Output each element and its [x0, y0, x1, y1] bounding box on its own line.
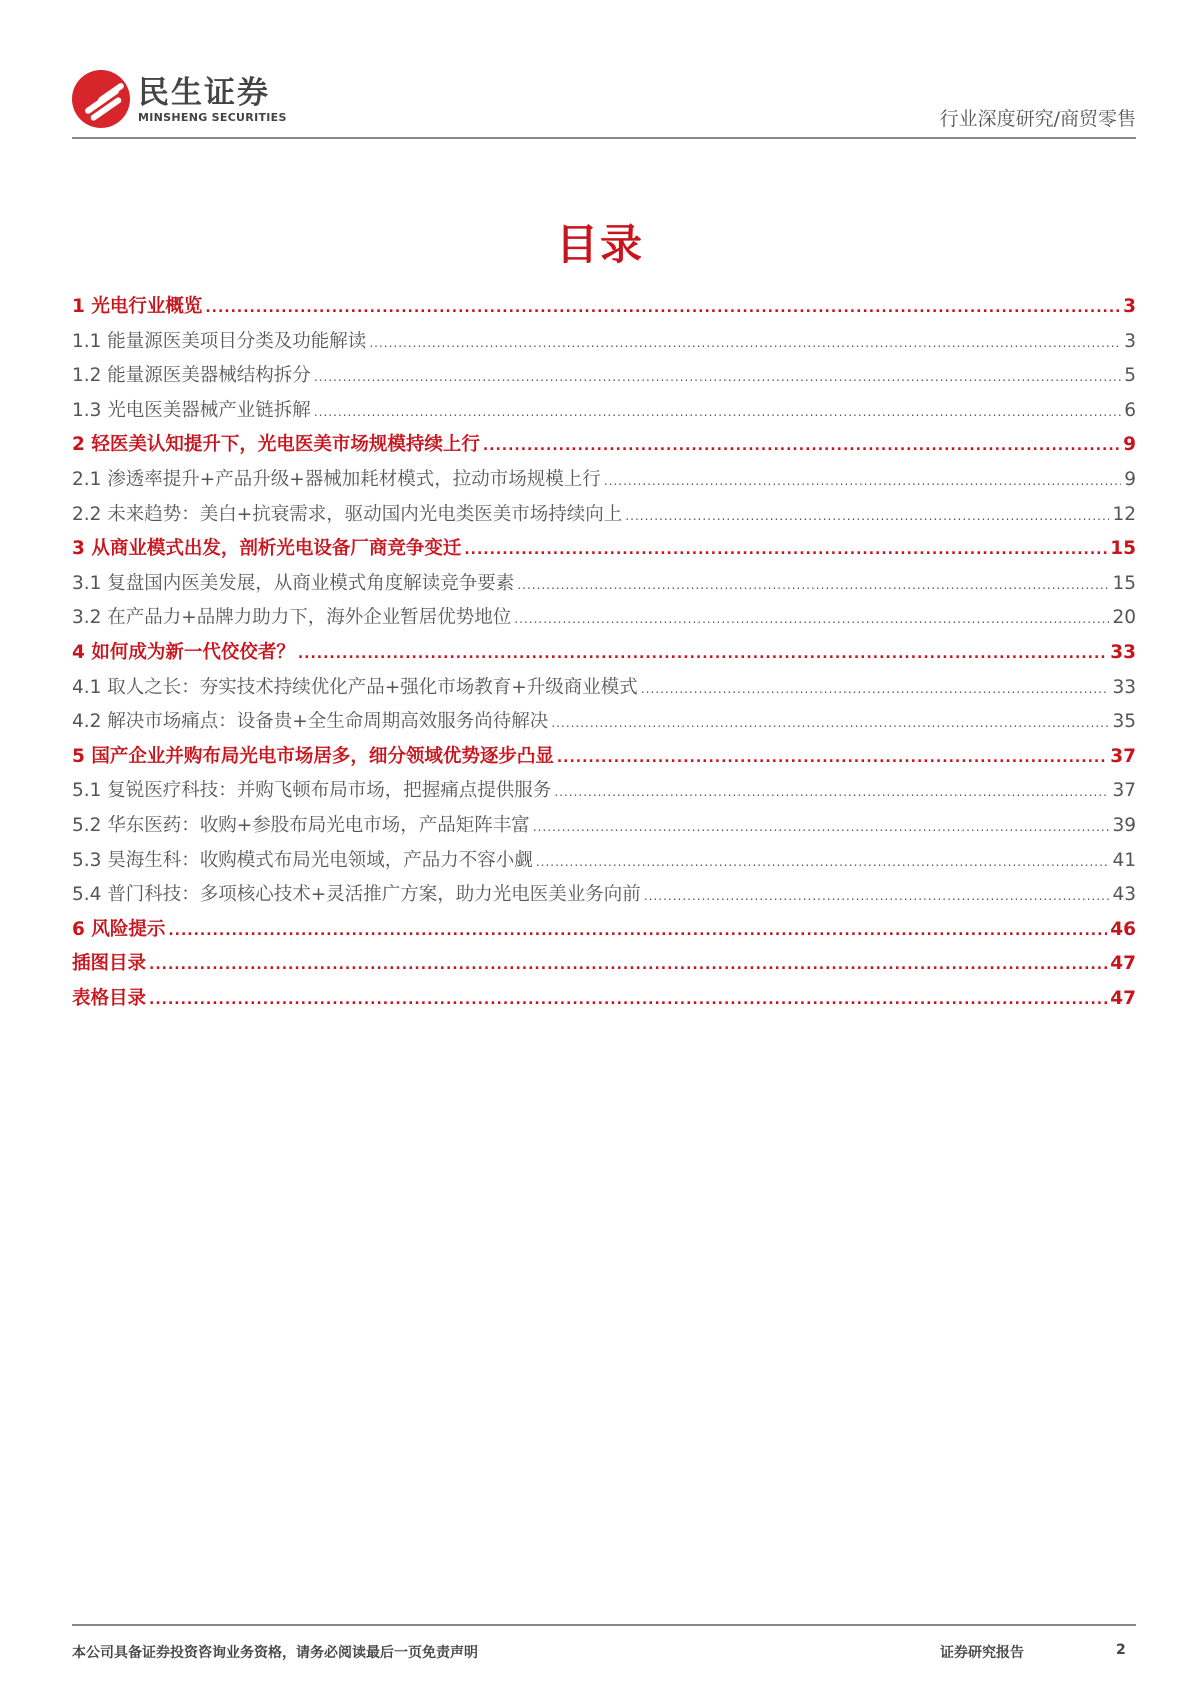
- toc-entry[interactable]: [72, 359, 1136, 394]
- toc-entry[interactable]: [72, 428, 1136, 463]
- toc-entry[interactable]: [72, 982, 1136, 1017]
- toc-entry[interactable]: [72, 913, 1136, 948]
- toc-entry-page: 6: [1124, 399, 1136, 421]
- toc-entry-page: 12: [1112, 503, 1136, 525]
- toc-entry-label: 1.2 能量源医美器械结构拆分: [72, 365, 311, 387]
- footer-doc-type: 证券研究报告: [940, 1645, 1024, 1661]
- toc-entry-page: 20: [1112, 607, 1136, 629]
- toc-entry-page: 37: [1110, 745, 1136, 767]
- toc-entry[interactable]: [72, 844, 1136, 879]
- footer-disclaimer: 本公司具备证券投资咨询业务资格，请务必阅读最后一页免责声明: [72, 1645, 478, 1661]
- toc-entry[interactable]: [72, 567, 1136, 602]
- report-category: 行业深度研究/商贸零售: [939, 108, 1136, 130]
- toc-leader-dots: [533, 809, 1110, 845]
- toc-leader-dots: [314, 394, 1121, 430]
- toc-entry-label: 表格目录: [72, 987, 147, 1009]
- toc-entry[interactable]: [72, 878, 1136, 913]
- toc-entry[interactable]: [72, 601, 1136, 636]
- logo-emblem-icon: [72, 70, 130, 128]
- toc-entry-page: 5: [1124, 365, 1136, 387]
- toc-entry[interactable]: [72, 671, 1136, 706]
- toc-entry-label: 5.4 普门科技：多项核心技术+灵活推广方案，助力光电医美业务向前: [72, 884, 641, 906]
- toc-entry-label: 2.2 未来趋势：美白+抗衰需求，驱动国内光电类医美市场持续向上: [72, 503, 623, 525]
- minsheng-logo: [72, 70, 287, 128]
- toc-entry-label: 3.2 在产品力+品牌力助力下，海外企业暂居优势地位: [72, 607, 512, 629]
- toc-entry-label: 1 光电行业概览: [72, 296, 203, 317]
- toc-leader-dots: [536, 844, 1110, 880]
- toc-leader-dots: [554, 774, 1109, 810]
- toc-entry-label: 2.1 渗透率提升+产品升级+器械加耗材模式，拉动市场规模上行: [72, 468, 601, 490]
- toc-entry-page: 33: [1110, 641, 1136, 663]
- toc-entry[interactable]: [72, 636, 1136, 671]
- toc-leader-dots: [604, 463, 1121, 499]
- toc-entry[interactable]: [72, 394, 1136, 429]
- header-divider: [72, 137, 1136, 139]
- toc-leader-dots: [149, 982, 1107, 1018]
- page-title: 目录: [555, 220, 644, 269]
- toc-entry-label: 2 轻医美认知提升下，光电医美市场规模持续上行: [72, 434, 480, 456]
- toc-entry-page: 46: [1110, 918, 1136, 940]
- logo-chinese-name: 民生证券: [138, 74, 270, 111]
- toc-entry-page: 9: [1124, 468, 1136, 490]
- toc-leader-dots: [298, 636, 1107, 672]
- toc-entry-label: 1.1 能量源医美项目分类及功能解读: [72, 330, 367, 352]
- toc-entry-label: 5 国产企业并购布局光电市场居多，细分领域优势逐步凸显: [72, 745, 554, 767]
- toc-entry-page: 15: [1110, 538, 1136, 560]
- toc-leader-dots: [369, 325, 1121, 361]
- toc-entry[interactable]: [72, 774, 1136, 809]
- toc-leader-dots: [625, 498, 1109, 534]
- toc-leader-dots: [205, 290, 1120, 326]
- toc-entry-page: 43: [1112, 884, 1136, 906]
- footer-divider: [72, 1624, 1136, 1626]
- toc-entry-page: 41: [1112, 849, 1136, 871]
- toc-entry[interactable]: [72, 740, 1136, 775]
- toc-entry-label: 1.3 光电医美器械产业链拆解: [72, 399, 311, 421]
- toc-entry[interactable]: [72, 463, 1136, 498]
- toc-entry-label: 4 如何成为新一代佼佼者？: [72, 641, 295, 663]
- logo-english-name: MINSHENG SECURITIES: [138, 110, 287, 124]
- toc-leader-dots: [517, 567, 1109, 603]
- toc-entry[interactable]: [72, 498, 1136, 533]
- toc-entry-page: 9: [1123, 434, 1136, 456]
- toc-entry[interactable]: [72, 705, 1136, 740]
- toc-entry[interactable]: [72, 809, 1136, 844]
- toc-entry-page: 37: [1112, 780, 1136, 802]
- toc-entry-label: 5.3 昊海生科：收购模式布局光电领域，产品力不容小觑: [72, 849, 533, 871]
- toc-leader-dots: [168, 913, 1107, 949]
- toc-entry-label: 5.1 复锐医疗科技：并购飞顿布局市场，把握痛点提供服务: [72, 780, 552, 802]
- toc-entry-page: 3: [1123, 296, 1136, 317]
- toc-leader-dots: [557, 740, 1107, 776]
- toc-leader-dots: [464, 532, 1107, 568]
- toc-entry-label: 3 从商业模式出发，剖析光电设备厂商竞争变迁: [72, 538, 462, 560]
- toc-leader-dots: [644, 878, 1110, 914]
- toc-leader-dots: [483, 428, 1120, 464]
- toc-entry-label: 4.2 解决市场痛点：设备贵+全生命周期高效服务尚待解决: [72, 711, 549, 733]
- page-number: 2: [1116, 1642, 1126, 1658]
- toc-entry-label: 3.1 复盘国内医美发展，从商业模式角度解读竞争要素: [72, 572, 515, 594]
- toc-entry[interactable]: [72, 290, 1136, 325]
- toc-entry-page: 3: [1124, 330, 1136, 352]
- toc-leader-dots: [149, 947, 1107, 983]
- toc-leader-dots: [514, 601, 1109, 637]
- toc-entry[interactable]: [72, 325, 1136, 360]
- toc-entry-label: 插图目录: [72, 953, 147, 975]
- toc-leader-dots: [641, 671, 1110, 707]
- toc-entry-page: 35: [1112, 711, 1136, 733]
- table-of-contents: [72, 290, 1136, 1016]
- toc-entry-label: 4.1 取人之长：夯实技术持续优化产品+强化市场教育+升级商业模式: [72, 676, 638, 698]
- toc-entry[interactable]: [72, 532, 1136, 567]
- toc-entry[interactable]: [72, 947, 1136, 982]
- toc-entry-label: 5.2 华东医药：收购+参股布局光电市场，产品矩阵丰富: [72, 814, 530, 836]
- toc-entry-label: 6 风险提示: [72, 918, 166, 940]
- toc-entry-page: 39: [1112, 814, 1136, 836]
- toc-entry-page: 33: [1112, 676, 1136, 698]
- toc-leader-dots: [551, 705, 1109, 741]
- toc-leader-dots: [314, 359, 1121, 395]
- toc-entry-page: 47: [1110, 987, 1136, 1009]
- toc-entry-page: 47: [1110, 953, 1136, 975]
- toc-entry-page: 15: [1112, 572, 1136, 594]
